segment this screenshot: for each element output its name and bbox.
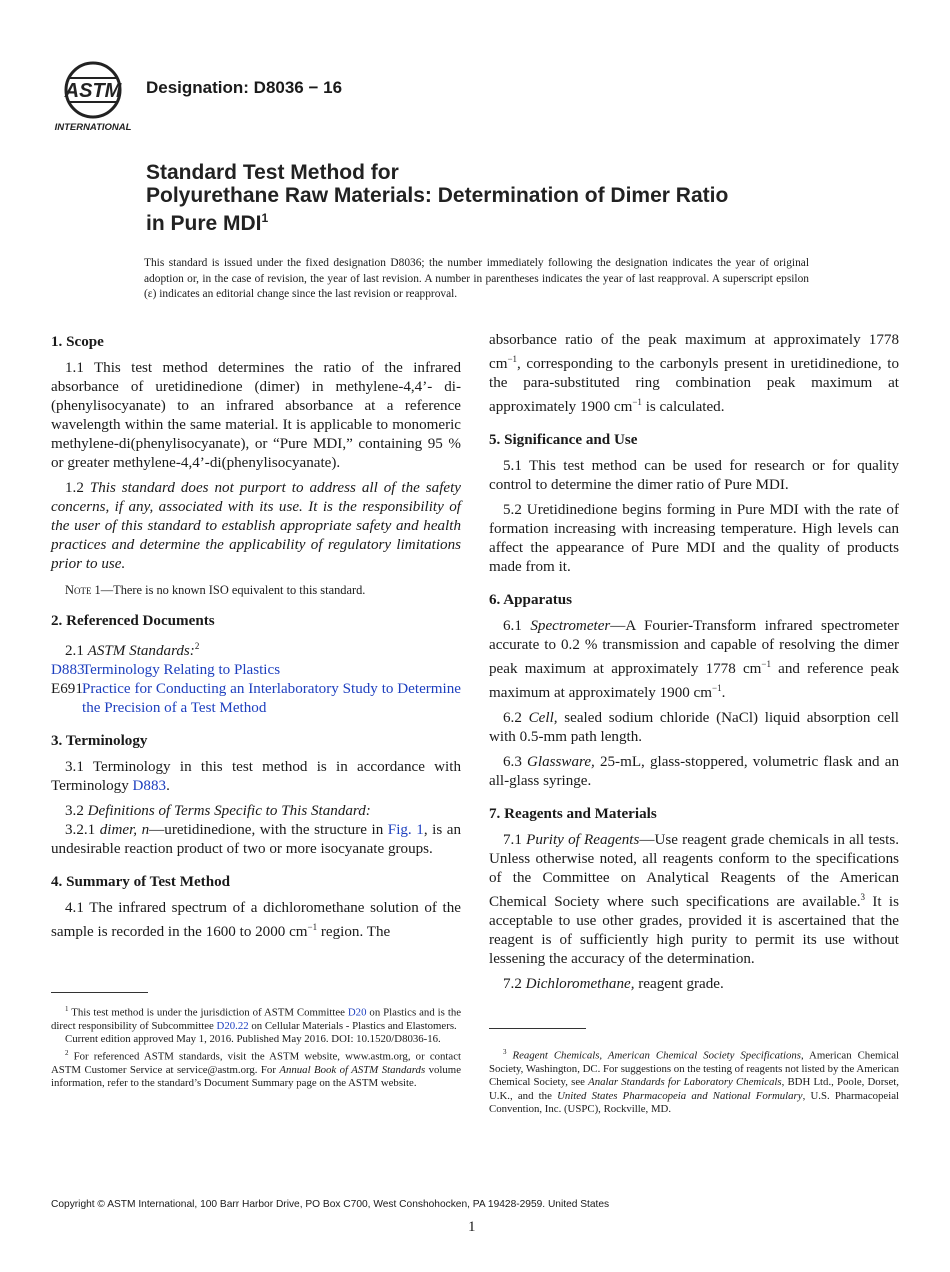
link-fig-1[interactable]: Fig. 1 bbox=[387, 822, 424, 839]
astm-logo-icon bbox=[52, 58, 134, 136]
link-d883[interactable]: D883 bbox=[132, 778, 167, 795]
footnotes-left bbox=[51, 1003, 461, 1091]
para-6-1: 6.1 Spectrometer—A Fourier-Transform infrared spectrometer accurate to 0.2 % transmission and capable of resolving the dimer peak maximum at approximately 1778 $cm^{-1}$ and reference peak maximum at approximately 1900 $cm^{-1}$. bbox=[489, 618, 900, 702]
para-7-1: 7.1 Purity of Reagents—Use reagent grade chemicals in all tests. Unless otherwise noted, all reagents conform to the specifications of the Committee on Analytical Reagents of the American Chemical Society where such specifications are available.$^3$ It is acceptable to use other grades, provided it is ascertained that the reagent is of sufficiently high purity to permit its use without lessening the accuracy of the determination. bbox=[489, 832, 900, 968]
ref-d883 bbox=[51, 661, 461, 680]
para-3-1: 3.1 Terminology in this test method is in accordance with Terminology D883. bbox=[51, 759, 461, 795]
footnote-rule-left bbox=[51, 992, 148, 993]
para-4-1-continued: absorbance ratio of the peak maximum at approximately 1778 $cm^{-1}$, corresponding to the carbonyls present in uretidinedione, to the para-substituted ring combination peak maximum at approximately 1900 $cm^{-1}$ is calculated. bbox=[489, 332, 899, 416]
page-number: 1 bbox=[468, 1219, 476, 1235]
section-5-heading: 5. Significance and Use bbox=[489, 432, 638, 449]
logo-international-text: INTERNATIONAL bbox=[54, 122, 132, 133]
section-1-heading: 1. Scope bbox=[51, 334, 104, 350]
para-1-1: 1.1 This test method determines the ratio of the infrared absorbance of uretidinedione (dimer) in methylene-4,4’- di-(phenylisocyanate) to an infrared absorbance at a reference wavelength within the same material. It is applicable to monomeric methylene-di(phenylisocyanate), or “Pure MDI,” containing 95 % or greater methylene-4,4’-di(phenylisocyanate). bbox=[51, 360, 461, 471]
section-4-heading: 4. Summary of Test Method bbox=[51, 874, 231, 891]
footnote-1: $^1$ This test method is under the jurisdiction of ASTM Committee D20 on Plastics and is the direct responsibility of Subcommittee D20.22 on Cellular Materials - Plastics and Elastomers. bbox=[51, 1005, 462, 1032]
para-3-2: 3.2 Definitions of Terms Specific to This Standard: bbox=[65, 803, 371, 820]
right-column bbox=[489, 331, 899, 994]
copyright-notice: Copyright © ASTM International, 100 Barr Harbor Drive, PO Box C700, West Conshohocken, PA 19428-2959. United States bbox=[51, 1199, 610, 1210]
document-title bbox=[146, 161, 866, 235]
link-d20[interactable]: D20 bbox=[347, 1006, 367, 1019]
para-2-1: 2.1 ASTM Standards:$^2$ bbox=[65, 641, 200, 660]
issuance-notice: This standard is issued under the fixed designation D8036; the number immediately following the designation indicates the year of original adoption or, in the case of revision, the year of last revision. A number in parentheses indicates the year of last reapproval. A superscript epsilon (ε) indicates an editorial change since the last revision or reapproval. bbox=[144, 257, 809, 301]
footnote-3: $^3$ Reagent Chemicals, American Chemical Society Specifications, American Chemical Society, Washington, DC. For suggestions on the testing of reagents not listed by the American Chemical Society, see Analar Standards for Laboratory Chemicals, BDH Ltd., Poole, Dorset, U.K., and the United States Pharmacopeia and National Formulary, U.S. Pharmacopeial Convention, Inc. (USPC), Rockville, MD. bbox=[489, 1048, 900, 1116]
note-1: Note 1—There is no known ISO equivalent to this standard. bbox=[65, 583, 366, 597]
footnote-rule-right bbox=[489, 1028, 586, 1029]
para-1-2: 1.2 This standard does not purport to address all of the safety concerns, if any, associated with its use. It is the responsibility of the user of this standard to establish appropriate safety and health practices and determine the applicability of regulatory limitations prior to use. bbox=[51, 480, 462, 572]
title-footnote-mark: 1 bbox=[261, 211, 269, 225]
ref-d883-code[interactable]: D883 bbox=[51, 662, 85, 679]
designation: Designation: D8036 − 16 bbox=[146, 78, 343, 97]
title-line-1: Standard Test Method for bbox=[146, 161, 399, 184]
section-3-heading: 3. Terminology bbox=[51, 733, 148, 750]
para-4-1: 4.1 The infrared spectrum of a dichloromethane solution of the sample is recorded in the 1600 to 2000 $cm^{-1}$ region. The bbox=[51, 900, 461, 941]
ref-e691 bbox=[51, 680, 461, 718]
section-7-heading: 7. Reagents and Materials bbox=[489, 806, 657, 823]
ref-e691-title[interactable]: Practice for Conducting an Interlaboratory Study to Determine the Precision of a Test Method bbox=[82, 681, 461, 717]
para-7-2: 7.2 Dichloromethane, reagent grade. bbox=[503, 976, 724, 993]
ref-e691-code: E691 bbox=[51, 681, 83, 698]
footnotes-right bbox=[489, 1046, 899, 1117]
para-5-1: 5.1 This test method can be used for research or for quality control to determine the dimer ratio of Pure MDI. bbox=[489, 458, 899, 494]
title-line-2: Polyurethane Raw Materials: Determination of Dimer Ratio bbox=[146, 184, 729, 207]
para-5-2: 5.2 Uretidinedione begins forming in Pure MDI with the rate of formation increasing with increasing temperature. High levels can affect the appearance of Pure MDI and the quality of products made from it. bbox=[489, 502, 899, 576]
ref-d883-title[interactable]: Terminology Relating to Plastics bbox=[82, 662, 281, 679]
footnote-2: $^2$ For referenced ASTM standards, visit the ASTM website, www.astm.org, or contact ASTM Customer Service at service@astm.org. For Annual Book of ASTM Standards volume information, refer to the standard’s Document Summary page on the ASTM website. bbox=[51, 1048, 461, 1090]
para-6-3: 6.3 Glassware, 25-mL, glass-stoppered, volumetric flask and an all-glass syringe. bbox=[489, 754, 899, 790]
section-2-heading: 2. Referenced Documents bbox=[51, 613, 215, 629]
footnote-1-edition: Current edition approved May 1, 2016. Published May 2016. DOI: 10.1520/D8036-16. bbox=[65, 1033, 441, 1046]
title-line-3: in Pure MDI$^1$ bbox=[146, 211, 269, 235]
logo-astm-text: ASTM bbox=[64, 80, 122, 102]
section-6-heading: 6. Apparatus bbox=[489, 592, 573, 609]
astm-logo bbox=[52, 58, 134, 136]
para-3-2-1: 3.2.1 dimer, n—uretidinedione, with the structure in Fig. 1, is an undesirable reaction product of two or more isocyanate groups. bbox=[51, 822, 462, 858]
link-d20-22[interactable]: D20.22 bbox=[216, 1020, 249, 1032]
left-column bbox=[51, 333, 461, 942]
para-6-2: 6.2 Cell, sealed sodium chloride (NaCl) liquid absorption cell with 0.5-mm path length. bbox=[489, 710, 899, 746]
